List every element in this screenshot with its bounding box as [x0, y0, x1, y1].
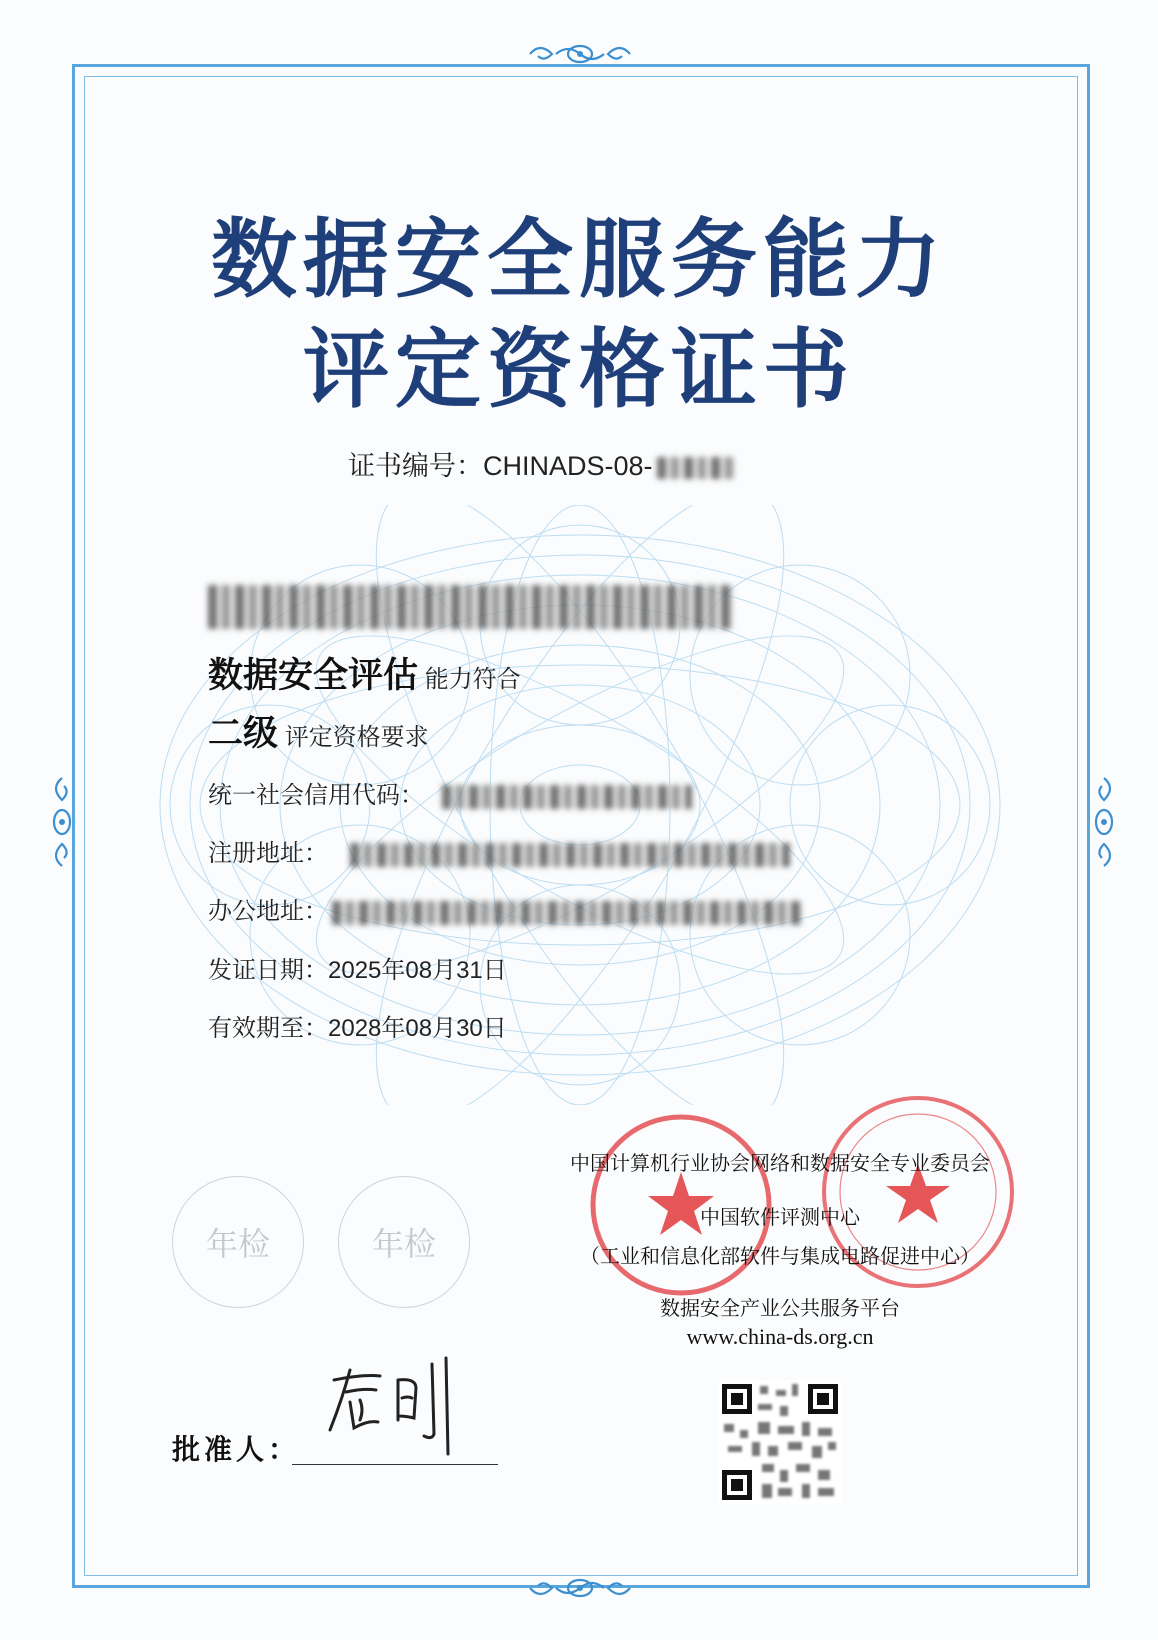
cert-no-value: CHINADS-08- — [483, 451, 653, 481]
reg-address-label: 注册地址： — [208, 840, 328, 867]
certificate-title-line2: 评定资格证书 — [303, 320, 855, 420]
certificate-number — [348, 444, 735, 483]
issuer-platform: 数据安全产业公共服务平台 — [660, 1296, 900, 1320]
capability-suffix: 能力符合 — [424, 666, 521, 693]
level-line — [208, 706, 429, 756]
qr-code-icon[interactable] — [718, 1380, 842, 1504]
valid-until-line — [208, 1008, 507, 1043]
bottom-ornament-icon — [520, 1572, 640, 1604]
capability-line — [208, 648, 521, 698]
level-value: 二级 — [208, 714, 279, 753]
office-address-redacted — [332, 901, 802, 925]
signature-icon — [320, 1350, 470, 1460]
cert-no-label: 证书编号： — [348, 451, 483, 481]
valid-until-value: 2028年08月30日 — [328, 1015, 507, 1042]
issuer-committee: 中国计算机行业协会网络和数据安全专业委员会 — [570, 1151, 990, 1175]
reg-address-redacted — [350, 843, 790, 867]
reg-address-line — [208, 833, 790, 868]
annual-check-circle-2: 年检 — [338, 1176, 470, 1308]
issue-date-label: 发证日期： — [208, 957, 328, 984]
issuer-evaluation-center: 中国软件评测中心 — [700, 1205, 860, 1229]
credit-code-line — [208, 775, 692, 810]
issue-date-value: 2025年08月31日 — [328, 957, 507, 984]
company-name-redacted — [208, 585, 733, 629]
top-ornament-icon — [520, 38, 640, 70]
level-suffix: 评定资格要求 — [284, 724, 429, 751]
right-ornament-icon — [1088, 772, 1120, 872]
certificate-title-line1: 数据安全服务能力 — [211, 210, 947, 310]
cert-no-redacted — [657, 457, 735, 479]
valid-until-label: 有效期至： — [208, 1015, 328, 1042]
credit-code-label: 统一社会信用代码： — [208, 782, 424, 809]
capability-name: 数据安全评估 — [208, 656, 419, 695]
signature-line — [292, 1464, 498, 1465]
credit-code-redacted — [442, 785, 692, 809]
office-address-label: 办公地址： — [208, 898, 328, 925]
annual-check-circle-1: 年检 — [172, 1176, 304, 1308]
issue-date-line — [208, 950, 507, 985]
website-link[interactable]: www.china-ds.org.cn — [686, 1324, 874, 1349]
approver-label: 批准人： — [172, 1433, 301, 1466]
issuer-ministry-center: （工业和信息化部软件与集成电路促进中心） — [580, 1244, 980, 1268]
office-address-line — [208, 891, 802, 926]
left-ornament-icon — [46, 772, 78, 872]
